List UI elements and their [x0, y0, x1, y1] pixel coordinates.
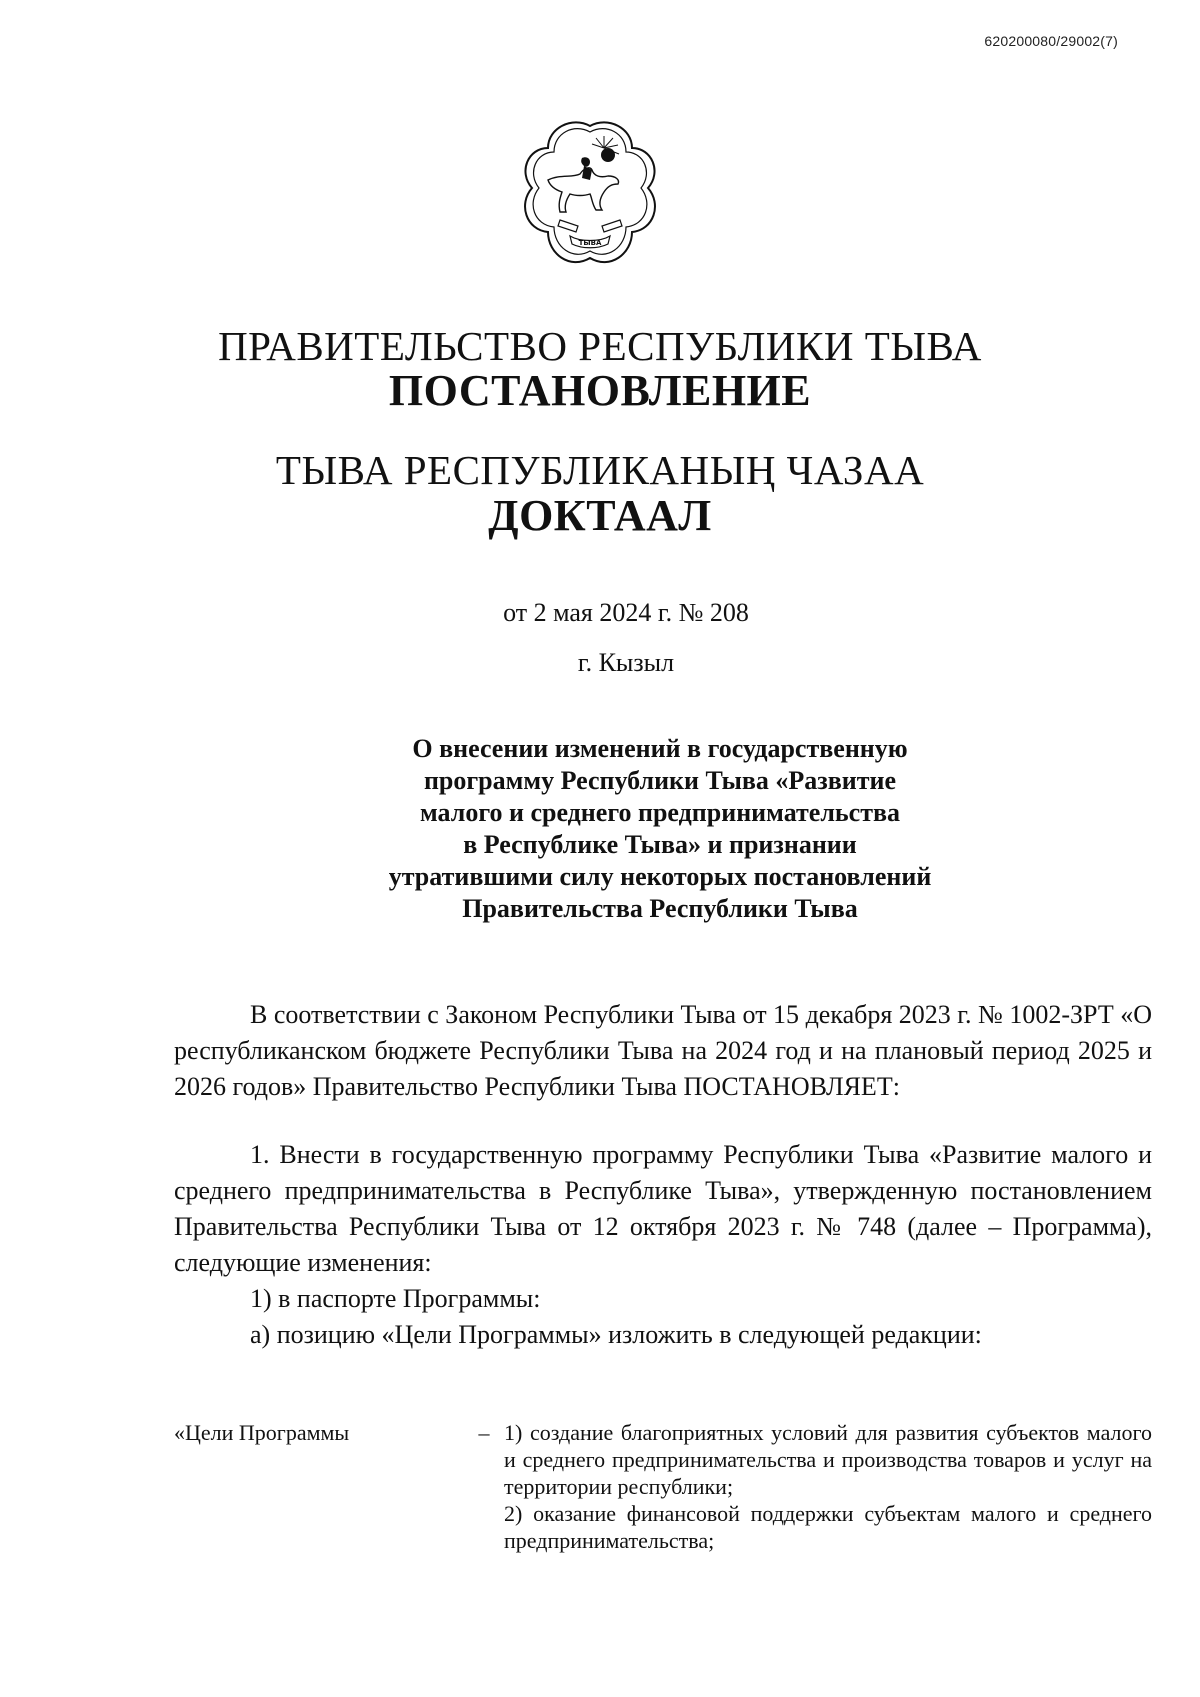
- coat-of-arms-emblem: [520, 118, 660, 270]
- title-line: программу Республики Тыва «Развитие: [423, 766, 897, 795]
- document-body: [174, 997, 1152, 1353]
- svg-text:ТЫВА: ТЫВА: [578, 239, 602, 247]
- item-1-1a-paragraph: а) позицию «Цели Программы» изложить в следующей редакции:: [250, 1320, 982, 1349]
- goals-values: [504, 1419, 1152, 1554]
- title-line: Правительства Республики Тыва: [462, 894, 858, 923]
- table-row: [174, 1419, 1152, 1554]
- title-line: О внесении изменений в государственную: [412, 734, 908, 763]
- goals-label: «Цели Программы: [174, 1420, 350, 1445]
- document-type-tyv: ДОКТААЛ: [488, 491, 712, 540]
- document-code: 620200080/29002(7): [984, 33, 1118, 49]
- item-1-paragraph: 1. Внести в государственную программу Республики Тыва «Развитие малого и среднего предпринимательства в Республике Тыва», утвержденную постановлением Правительства Республики Тыва от 12 октября 2023 г. № 748 (далее – Программа), следующие изменения:: [174, 1140, 1152, 1277]
- document-title: [300, 733, 1020, 925]
- preamble-paragraph: В соответствии с Законом Республики Тыва от 15 декабря 2023 г. № 1002-ЗРТ «О республиканском бюджете Республики Тыва на 2024 год и на плановый период 2025 и 2026 годов» Правительство Республики Тыва ПОСТАНОВЛЯЕТ:: [174, 1000, 1152, 1101]
- document-type-ru: ПОСТАНОВЛЕНИЕ: [388, 366, 812, 415]
- title-line: в Республике Тыва» и признании: [463, 830, 857, 859]
- goals-dash: –: [478, 1420, 490, 1445]
- item-1-1-paragraph: 1) в паспорте Программы:: [250, 1284, 541, 1313]
- government-name-tyv: ТЫВА РЕСПУБЛИКАНЫҢ ЧАЗАА: [275, 447, 925, 493]
- goal-item: 2) оказание финансовой поддержки субъектам малого и среднего предпринимательства;: [504, 1501, 1152, 1553]
- title-line: малого и среднего предпринимательства: [419, 798, 901, 827]
- goals-table: [174, 1419, 1152, 1554]
- document-date: от 2 мая 2024 г. № 208: [503, 598, 749, 627]
- document-city: г. Кызыл: [577, 648, 675, 677]
- title-line: утратившими силу некоторых постановлений: [388, 862, 932, 891]
- goal-item: 1) создание благоприятных условий для развития субъектов малого и среднего предпринимательства и производства товаров и услуг на территории республики;: [504, 1420, 1152, 1499]
- government-name-ru: ПРАВИТЕЛЬСТВО РЕСПУБЛИКИ ТЫВА: [218, 323, 982, 369]
